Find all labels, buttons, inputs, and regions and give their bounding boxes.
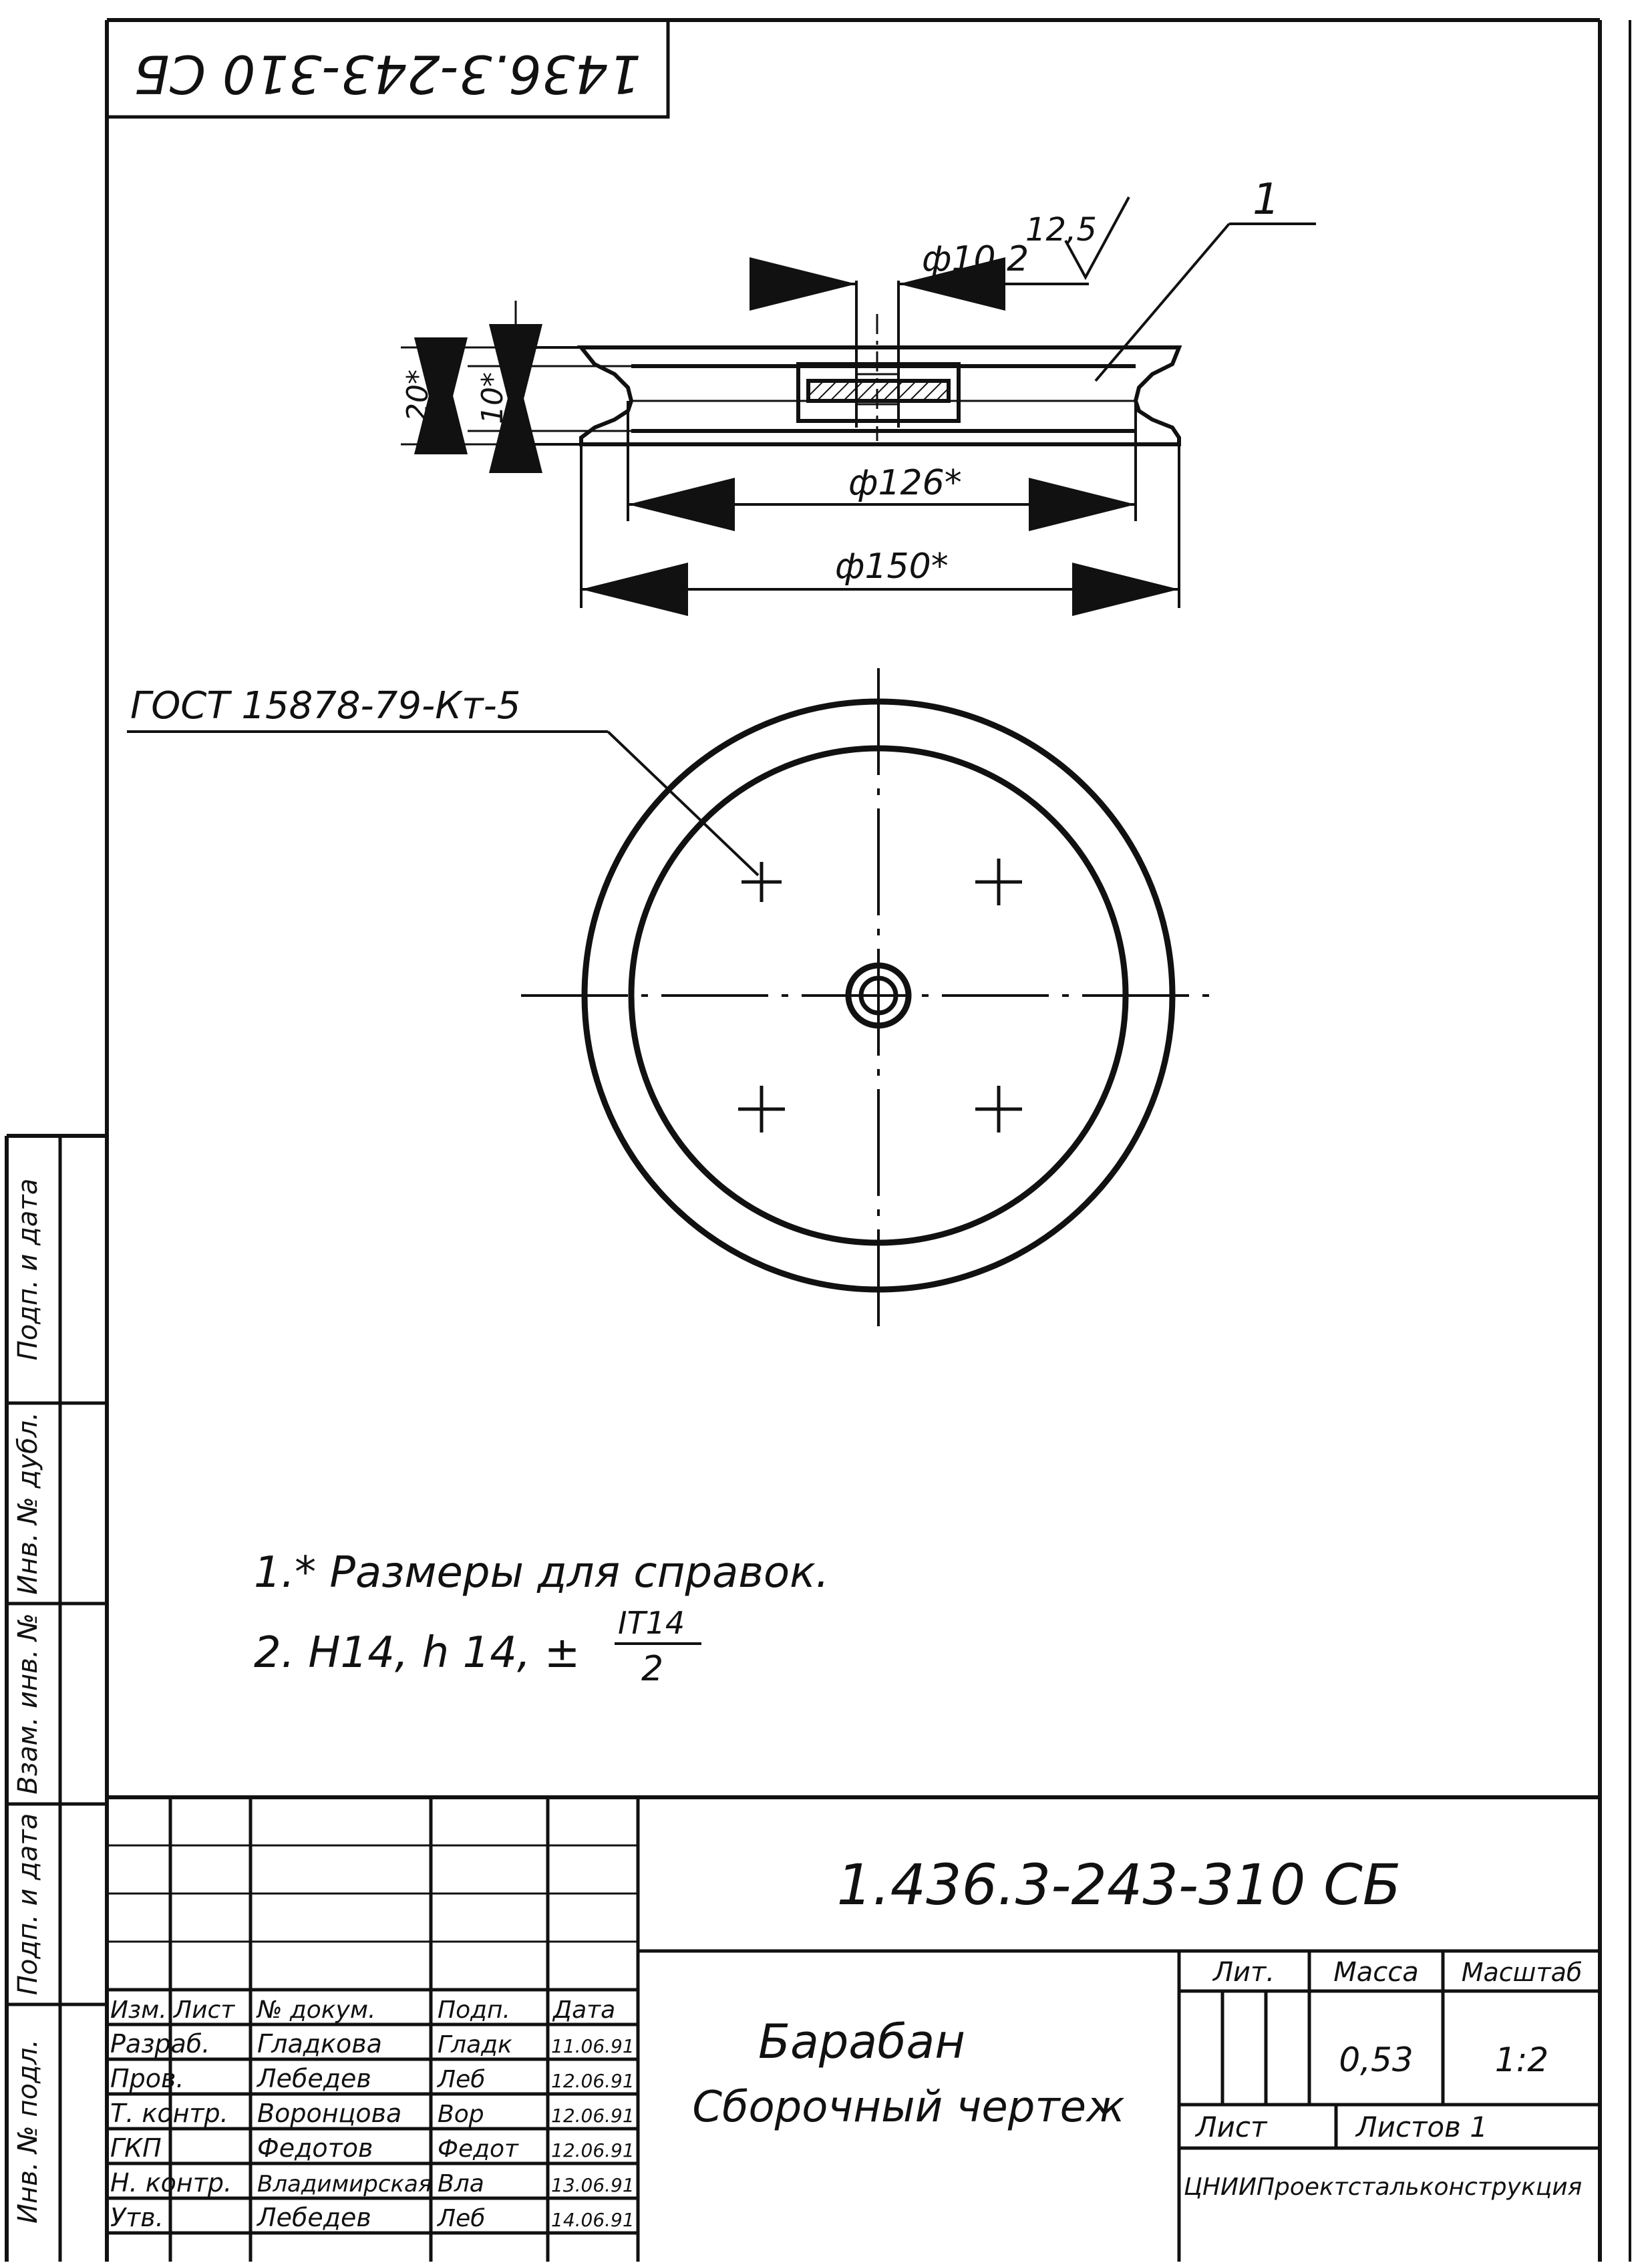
stamp-inv-dubl: Инв. № дубл. (13, 1412, 43, 1595)
tb-date-prov: 12.06.91 (551, 2070, 635, 2092)
tb-sign-razrab: Гладк (438, 2031, 512, 2059)
tb-scale-value: 1:2 (1494, 2041, 1549, 2079)
document-type: Сборочный чертеж (692, 2083, 1125, 2132)
tb-role-tkontr: Т. контр. (110, 2099, 228, 2128)
tb-role-nkontr: Н. контр. (110, 2168, 232, 2198)
stamp-podp-data-2: Подп. и дата (13, 1178, 43, 1361)
tb-organization: ЦНИИПроектстальконструкция (1184, 2173, 1583, 2201)
tb-date-gkp: 12.06.91 (551, 2139, 635, 2161)
note-2-denominator: 2 (641, 1649, 664, 1689)
tb-sign-nkontr: Вла (438, 2170, 484, 2198)
tb-sheet-label: Лист (1196, 2111, 1267, 2143)
stamp-podp-data-1: Подп. и дата (13, 1813, 43, 1996)
tb-lit-label: Лит. (1212, 1957, 1275, 1988)
elevation-view (581, 281, 1179, 444)
tb-date-utv: 14.06.91 (551, 2209, 635, 2231)
tb-name-tkontr: Воронцова (257, 2099, 402, 2128)
designation-top: 1436.3-243-310 СБ (134, 43, 641, 104)
tb-header-sign: Подп. (438, 1996, 510, 2024)
tb-header-list: Лист (174, 1996, 235, 2024)
tb-header-date: Дата (553, 1996, 616, 2024)
bore-diameter: ф10,2 (922, 239, 1029, 279)
tb-name-utv: Лебедев (257, 2203, 371, 2232)
product-name: Барабан (758, 2014, 966, 2069)
tb-name-prov: Лебедев (257, 2064, 371, 2093)
rivet-callout: ГОСТ 15878-79-Кт-5 (130, 684, 521, 728)
tb-mass-value: 0,53 (1339, 2041, 1414, 2079)
designation: 1.436.3-243-310 СБ (836, 1852, 1401, 1918)
roughness-value: 12,5 (1025, 211, 1097, 249)
tb-role-utv: Утв. (110, 2203, 164, 2232)
stamp-inv-podl: Инв. № подл. (13, 2039, 43, 2224)
tb-scale-label: Масштаб (1461, 1958, 1583, 1987)
height-total: 20* (401, 369, 435, 422)
tb-date-tkontr: 12.06.91 (551, 2105, 635, 2127)
tb-role-razrab: Разраб. (110, 2029, 210, 2059)
tb-sign-prov: Леб (438, 2066, 486, 2093)
designation-top-box (107, 20, 668, 117)
note-1: 1.* Размеры для справок. (254, 1548, 830, 1598)
tb-name-nkontr: Владимирская (257, 2171, 432, 2198)
tb-role-gkp: ГКП (110, 2133, 162, 2163)
tb-sign-utv: Леб (438, 2205, 486, 2232)
stamp-vzam-inv: Взам. инв. № (13, 1613, 43, 1795)
tb-mass-label: Масса (1333, 1957, 1419, 1988)
tb-header-doc: № докум. (257, 1996, 376, 2024)
tb-sign-tkontr: Вор (438, 2101, 484, 2128)
tb-sign-gkp: Федот (438, 2135, 519, 2163)
position-number: 1 (1253, 175, 1280, 224)
tb-date-razrab: 11.06.91 (551, 2035, 635, 2057)
notes (254, 1548, 829, 1689)
tb-sheets-label: Листов 1 (1356, 2111, 1488, 2143)
inner-diameter: ф126* (848, 463, 962, 503)
tb-name-gkp: Федотов (257, 2133, 373, 2163)
height-groove: 10* (476, 372, 510, 424)
note-2: 2. Н14, h 14, ± (254, 1628, 581, 1678)
tb-role-prov: Пров. (110, 2064, 184, 2093)
note-2-numerator: IT14 (618, 1605, 685, 1641)
tb-name-razrab: Гладкова (257, 2029, 382, 2059)
outer-diameter: ф150* (835, 547, 949, 587)
tb-date-nkontr: 13.06.91 (551, 2174, 635, 2196)
plan-view (127, 668, 1222, 1326)
tb-header-izm: Изм. (110, 1996, 167, 2024)
